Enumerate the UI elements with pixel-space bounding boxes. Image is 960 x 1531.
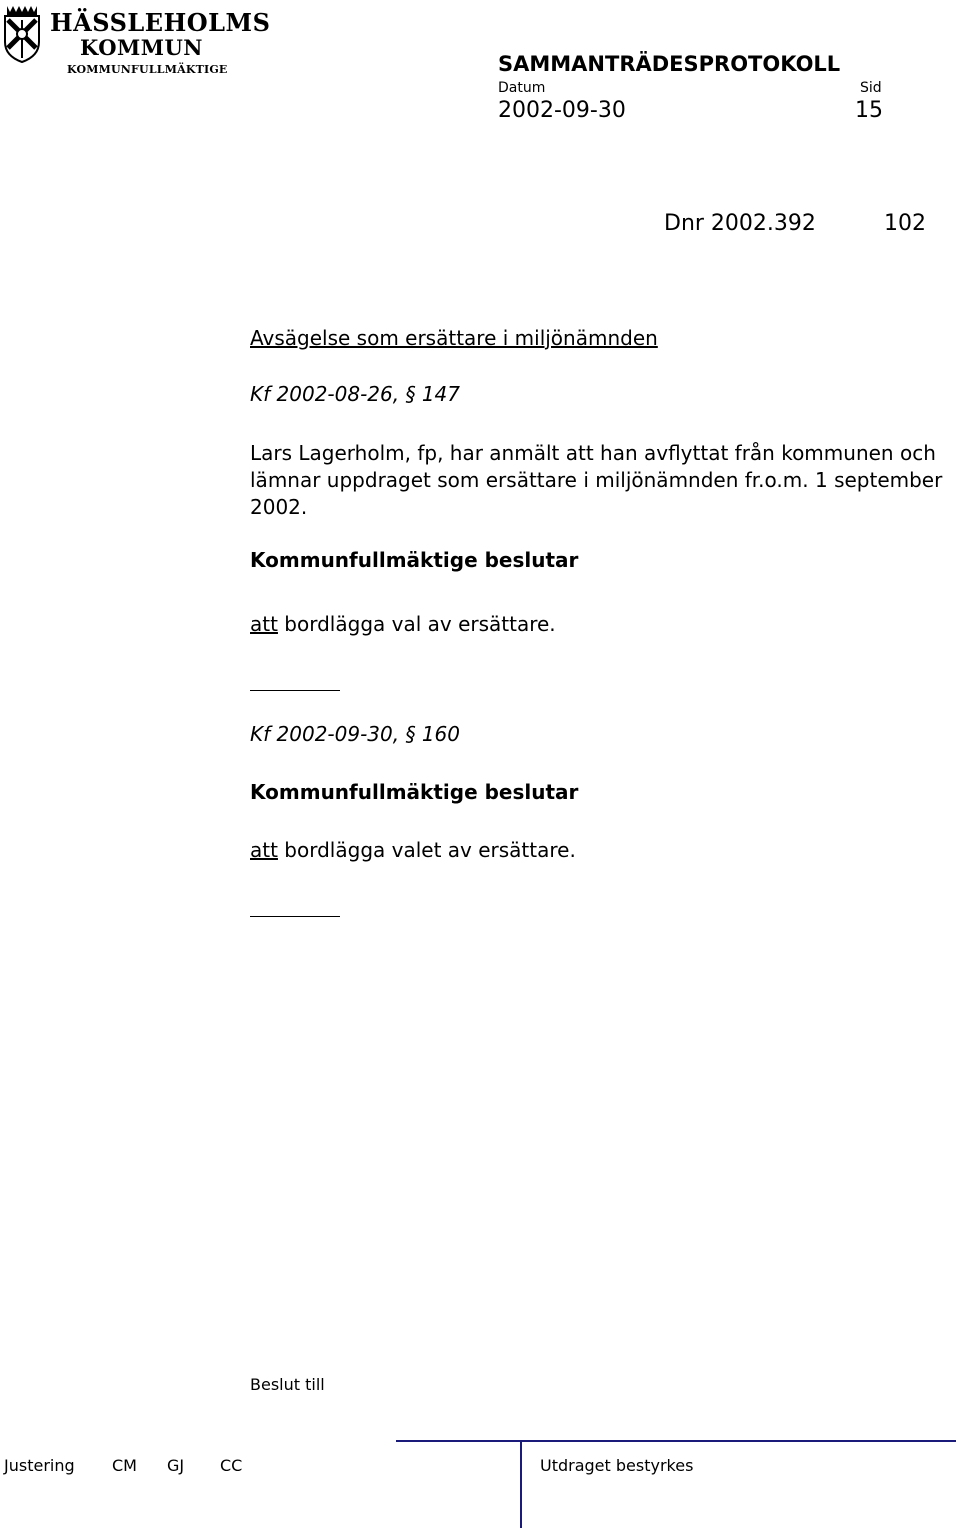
footer-divider [520, 1440, 522, 1528]
decision-text-1: bordlägga val av ersättare. [277, 612, 556, 636]
logo-line1: HÄSSLEHOLMS [50, 8, 271, 37]
att-word-2: att [250, 838, 278, 862]
footer-rule [396, 1440, 956, 1442]
document-type: SAMMANTRÄDESPROTOKOLL [498, 52, 841, 76]
datum-value: 2002-09-30 [498, 98, 626, 123]
paragraph-number: 102 [884, 211, 926, 236]
page-title: Avsägelse som ersättare i miljönämnden [250, 326, 658, 350]
body-paragraph: Lars Lagerholm, fp, har anmält att han avflyttat från kommunen och lämnar uppdraget som ersättare i miljönämnden fr.o.m. 1 september 2002. [250, 441, 943, 519]
dnr-number: Dnr 2002.392 [664, 211, 816, 236]
logo-line3: KOMMUNFULLMÄKTIGE [67, 63, 228, 76]
justering-label: Justering [4, 1456, 75, 1475]
beslut-till-label: Beslut till [250, 1375, 325, 1394]
utdraget-label: Utdraget bestyrkes [540, 1456, 694, 1475]
reference-1: Kf 2002-08-26, § 147 [250, 382, 460, 406]
initials-2: GJ [167, 1456, 185, 1475]
decision-text-2: bordlägga valet av ersättare. [277, 838, 576, 862]
municipal-crest-icon [2, 2, 42, 64]
datum-label: Datum [498, 80, 546, 96]
logo-line2: KOMMUN [80, 35, 203, 60]
reference-2: Kf 2002-09-30, § 160 [250, 722, 460, 746]
initials-3: CC [220, 1456, 243, 1475]
decision-heading-1: Kommunfullmäktige beslutar [250, 548, 579, 572]
initials-1: CM [112, 1456, 137, 1475]
decision-line-1 [250, 612, 556, 636]
sid-label: Sid [860, 80, 882, 96]
decision-heading-2: Kommunfullmäktige beslutar [250, 780, 579, 804]
page-number: 15 [855, 98, 883, 123]
divider-2 [250, 916, 340, 917]
decision-line-2 [250, 838, 576, 862]
divider-1 [250, 690, 340, 691]
att-word-1: att [250, 612, 278, 636]
